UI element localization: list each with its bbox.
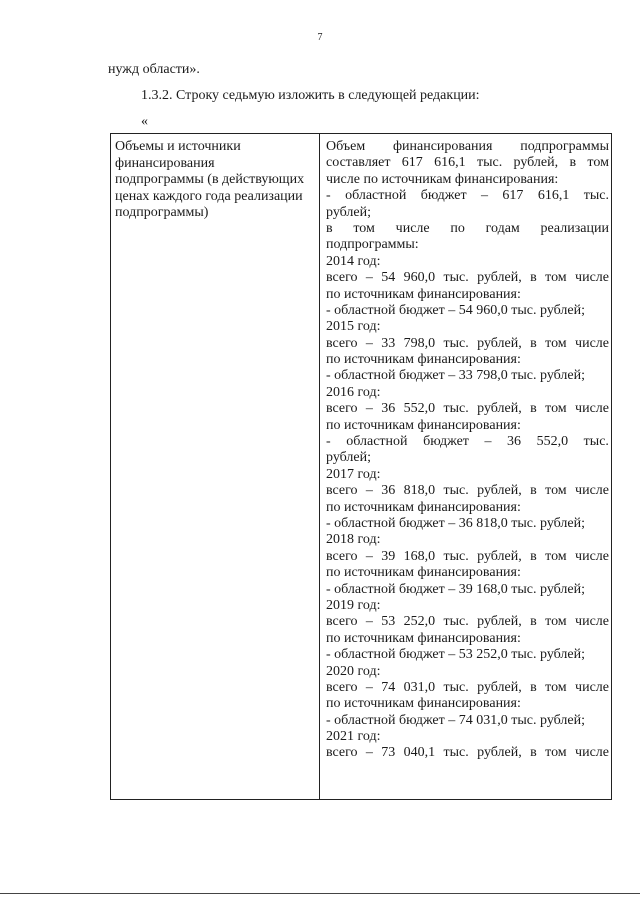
funding-table — [110, 133, 612, 800]
right-cell-line: 2016 год: — [326, 384, 381, 400]
right-cell-line: по источникам финансирования: — [326, 417, 521, 433]
right-cell-line: всего – 53 252,0 тыс. рублей, в том числе — [326, 614, 609, 630]
opening-quote: « — [141, 114, 148, 129]
right-cell-line: 2014 год: — [326, 253, 381, 269]
right-cell-line: составляет 617 616,1 тыс. рублей, в том — [326, 155, 609, 171]
right-cell-line: - областной бюджет – 36 818,0 тыс. рублей; — [326, 515, 585, 531]
table-column-divider — [319, 134, 320, 799]
right-cell-line: всего – 54 960,0 тыс. рублей, в том числе — [326, 270, 609, 286]
right-cell-line: - областной бюджет – 39 168,0 тыс. рублей; — [326, 581, 585, 597]
right-cell-line: - областной бюджет – 54 960,0 тыс. рублей; — [326, 302, 585, 318]
text-line-continuation: нужд области». — [108, 62, 200, 77]
right-cell-line: по источникам финансирования: — [326, 286, 521, 302]
right-cell-line: по источникам финансирования: — [326, 565, 521, 581]
right-cell-line: подпрограммы: — [326, 237, 419, 253]
right-cell-line: в том числе по годам реализации — [326, 220, 609, 236]
page-number: 7 — [317, 32, 323, 43]
right-cell-line: всего – 33 798,0 тыс. рублей, в том числе — [326, 335, 609, 351]
left-cell-line: подпрограммы (в действующих — [115, 172, 305, 187]
left-cell-line: Объемы и источники — [115, 139, 241, 154]
right-cell-line: числе по источникам финансирования: — [326, 171, 559, 187]
right-cell-line: 2018 год: — [326, 532, 381, 548]
right-cell-line: по источникам финансирования: — [326, 630, 521, 646]
right-cell-line: 2021 год: — [326, 729, 381, 745]
right-cell-line: 2015 год: — [326, 319, 381, 335]
right-cell-line: по источникам финансирования: — [326, 352, 521, 368]
left-cell-line: подпрограммы) — [115, 205, 209, 220]
left-cell-line: ценах каждого года реализации — [115, 188, 303, 204]
right-cell-line: - областной бюджет – 74 031,0 тыс. рублей; — [326, 712, 585, 728]
right-cell-line: рублей; — [326, 450, 371, 466]
right-cell-line: по источникам финансирования: — [326, 696, 521, 712]
right-cell-line: по источникам финансирования: — [326, 499, 521, 515]
text-line-clause: 1.3.2. Строку седьмую изложить в следующей редакции: — [141, 88, 480, 103]
right-cell-line: всего – 73 040,1 тыс. рублей, в том числе — [326, 745, 609, 761]
table-right-cell — [326, 139, 609, 762]
right-cell-line: рублей; — [326, 204, 371, 220]
right-cell-line: всего – 36 552,0 тыс. рублей, в том числе — [326, 401, 609, 417]
table-left-cell — [115, 139, 315, 222]
right-cell-line: - областной бюджет – 36 552,0 тыс. — [326, 434, 609, 450]
right-cell-line: Объем финансирования подпрограммы — [326, 139, 609, 154]
right-cell-line: всего – 36 818,0 тыс. рублей, в том числе — [326, 483, 609, 499]
right-cell-line: - областной бюджет – 33 798,0 тыс. рублей; — [326, 368, 585, 384]
right-cell-line: 2020 год: — [326, 663, 381, 679]
right-cell-line: - областной бюджет – 53 252,0 тыс. рублей; — [326, 647, 585, 663]
right-cell-line: всего – 74 031,0 тыс. рублей, в том числе — [326, 679, 609, 695]
right-cell-line: 2017 год: — [326, 466, 381, 482]
right-cell-line: 2019 год: — [326, 597, 381, 613]
page-bottom-rule — [0, 893, 640, 894]
right-cell-line: - областной бюджет – 617 616,1 тыс. — [326, 188, 609, 204]
right-cell-line: всего – 39 168,0 тыс. рублей, в том числе — [326, 548, 609, 564]
left-cell-line: финансирования — [115, 155, 215, 171]
